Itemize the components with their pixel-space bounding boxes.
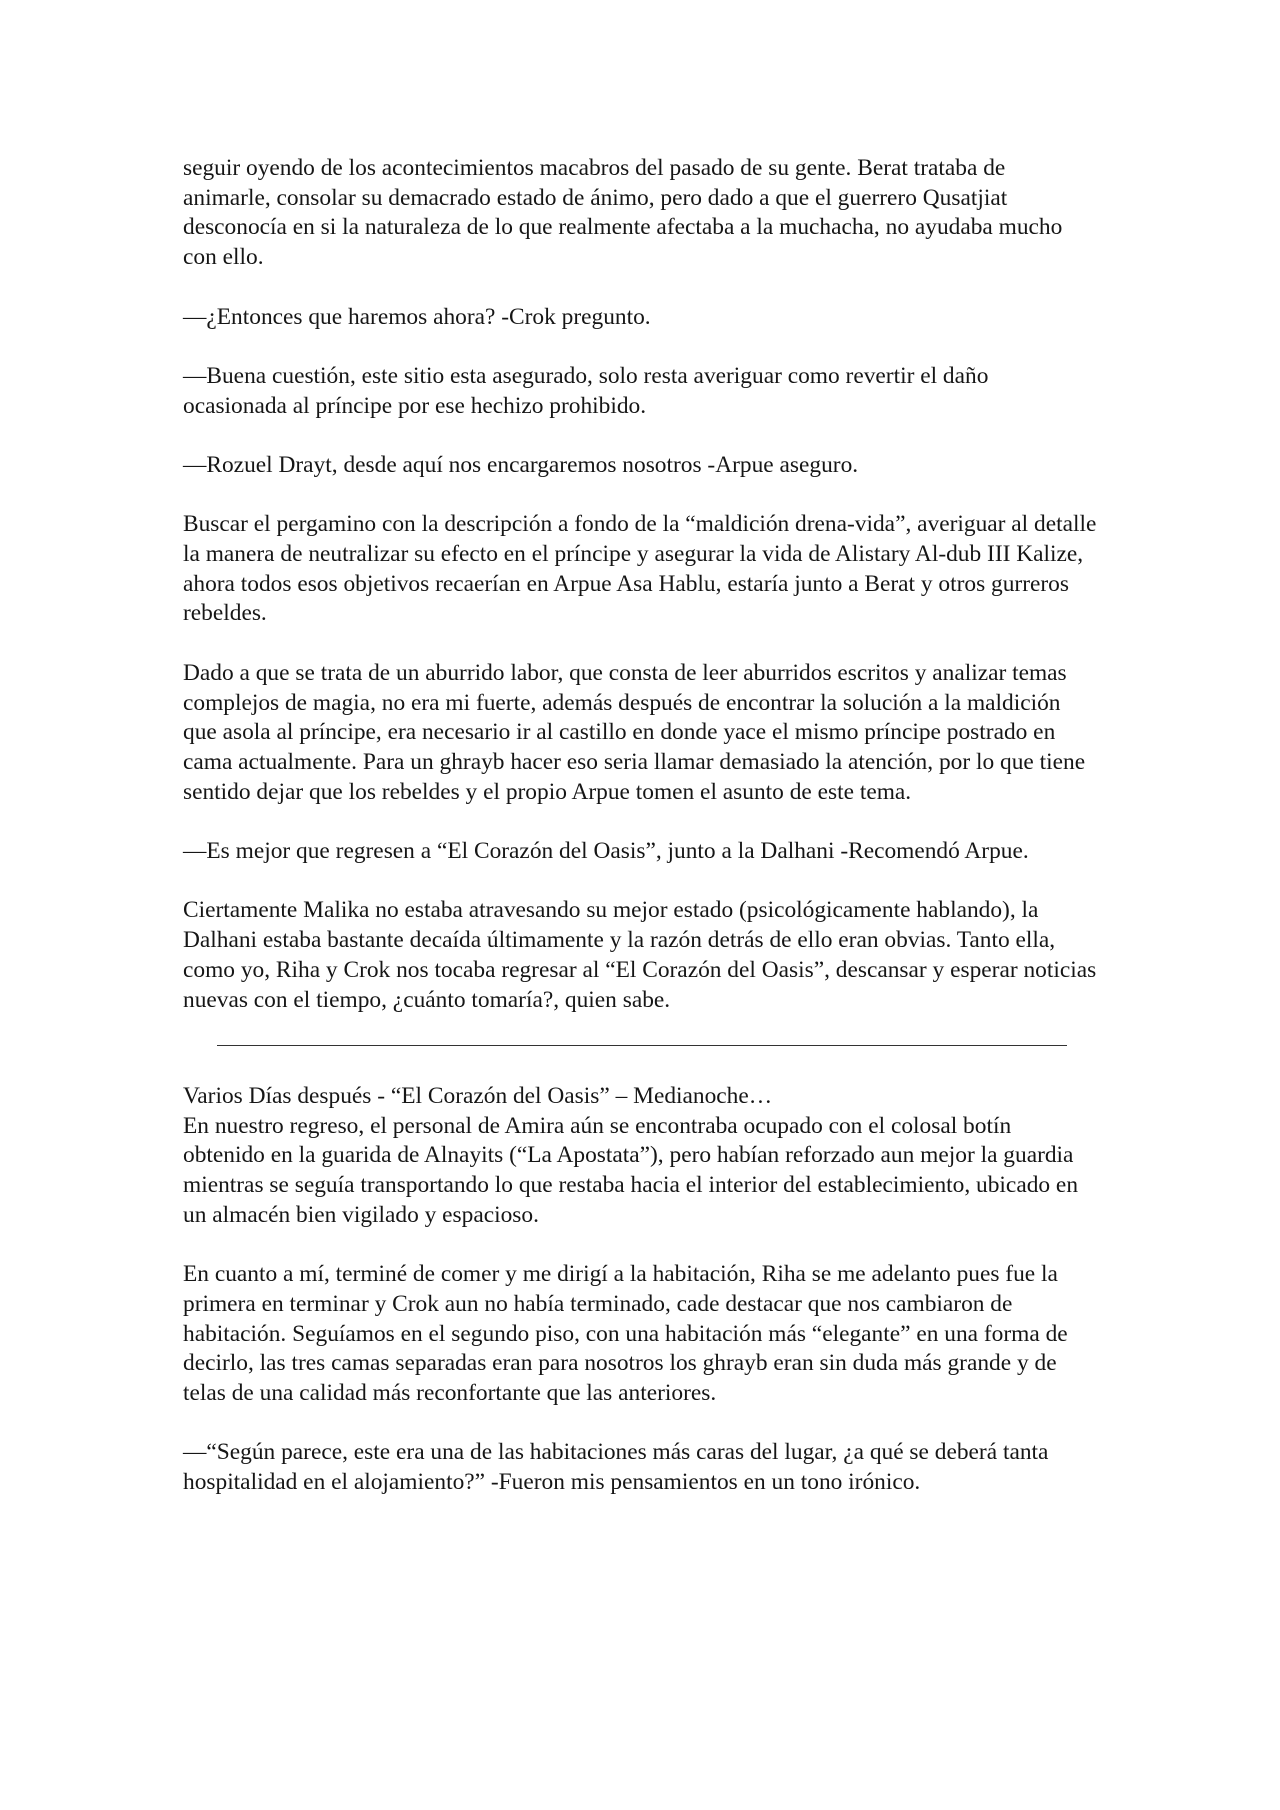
paragraph: Buscar el pergamino con la descripción a fondo de la “maldición drena-vida”, averiguar al detalle la manera de neutralizar su efecto en el príncipe y asegurar la vida de Alistary Al-dub III Kalize, ahora todos esos objetivos recaerían en Arpue Asa Hablu, estaría junto a Berat y otros gurreros rebeldes. [183, 511, 1097, 627]
paragraph: —Rozuel Drayt, desde aquí nos encargaremos nosotros -Arpue aseguro. [183, 451, 859, 478]
scene-heading: Varios Días después - “El Corazón del Oasis” – Medianoche… [183, 1082, 773, 1109]
section-divider [217, 1045, 1067, 1046]
paragraph: —Buena cuestión, este sitio esta asegurado, solo resta averiguar como revertir el daño ocasionada al príncipe por ese hechizo prohibido. [183, 362, 989, 419]
paragraph: seguir oyendo de los acontecimientos macabros del pasado de su gente. Berat trataba de animarle, consolar su demacrado estado de ánimo, pero dado a que el guerrero Qusatjiat desconocía en si la naturaleza de lo que realmente afectaba a la muchacha, no ayudaba mucho con ello. [183, 155, 1063, 271]
paragraph: —“Según parece, este era una de las habitaciones más caras del lugar, ¿a qué se deberá tanta hospitalidad en el alojamiento?” -Fueron mis pensamientos en un tono irónico. [183, 1439, 1049, 1496]
document-page [183, 154, 1098, 1527]
paragraph: En cuanto a mí, terminé de comer y me dirigí a la habitación, Riha se me adelanto pues fue la primera en terminar y Crok aun no había terminado, cade destacar que nos cambiaron de habitación. Seguíamos en el segundo piso, con una habitación más “elegante” en una forma de decirlo, las tres camas separadas eran para nosotros los ghrayb eran sin duda más grande y de telas de una calidad más reconfortante que las anteriores. [183, 1261, 1068, 1406]
paragraph: —¿Entonces que haremos ahora? -Crok pregunto. [183, 303, 651, 330]
paragraph: Dado a que se trata de un aburrido labor, que consta de leer aburridos escritos y analizar temas complejos de magia, no era mi fuerte, además después de encontrar la solución a la maldición que asola al príncipe, era necesario ir al castillo en donde yace el mismo príncipe postrado en cama actualmente. Para un ghrayb hacer eso seria llamar demasiado la atención, por lo que tiene sentido dejar que los rebeldes y el propio Arpue tomen el asunto de este tema. [183, 659, 1086, 805]
paragraph: Ciertamente Malika no estaba atravesando su mejor estado (psicológicamente hablando), la Dalhani estaba bastante decaída últimamente y la razón detrás de ello eran obvias. Tanto ella, como yo, Riha y Crok nos tocaba regresar al “El Corazón del Oasis”, descansar y esperar noticias nuevas con el tiempo, ¿cuánto tomaría?, quien sabe. [183, 897, 1097, 1013]
paragraph: —Es mejor que regresen a “El Corazón del Oasis”, junto a la Dalhani -Recomendó Arpue. [183, 838, 1029, 865]
paragraph: En nuestro regreso, el personal de Amira aún se encontraba ocupado con el colosal botín obtenido en la guarida de Alnayits (“La Apostata”), pero habían reforzado aun mejor la guardia mientras se seguía transportando lo que restaba hacia el interior del establecimiento, ubicado en un almacén bien vigilado y espacioso. [183, 1112, 1079, 1228]
